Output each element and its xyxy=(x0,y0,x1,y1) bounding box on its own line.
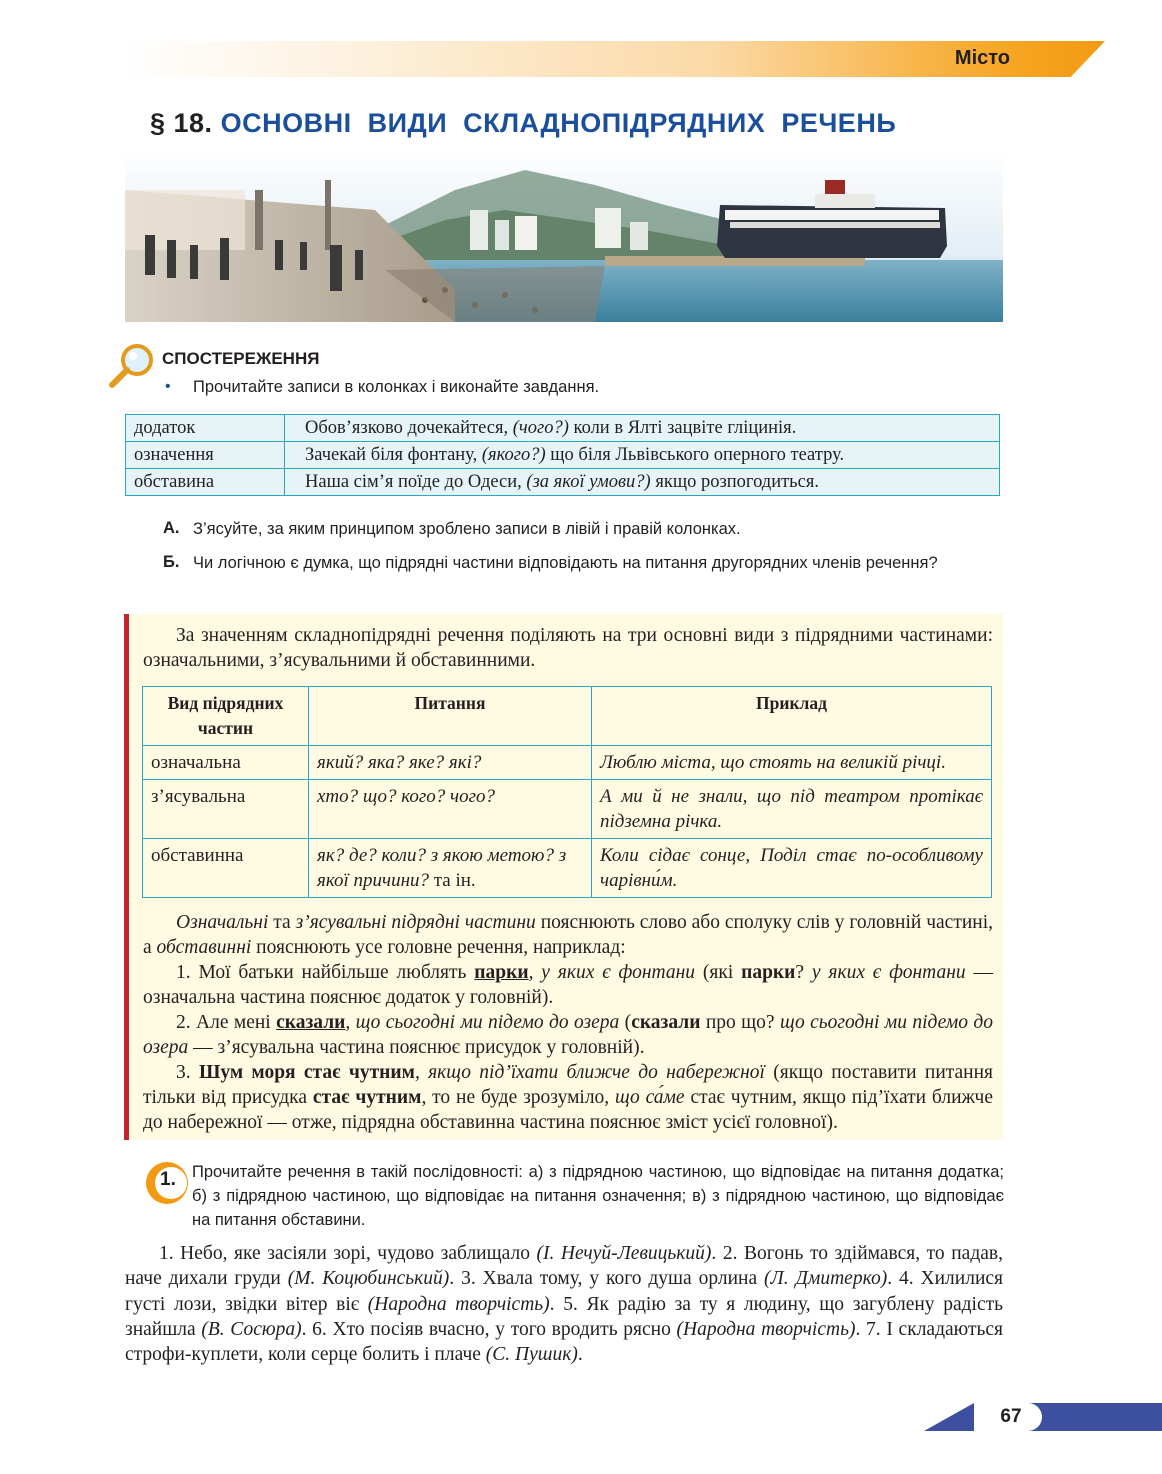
footer-tab-left xyxy=(924,1403,974,1431)
theory-intro: За значенням складнопідрядні речення поділяють на три основні види з підрядними частинами: означальними, з’ясувальними й обставинними. xyxy=(143,625,993,671)
table-header-row xyxy=(143,687,992,746)
chapter-label: Місто xyxy=(954,47,1010,69)
magnifier-icon xyxy=(108,343,156,389)
embankment-photo xyxy=(125,150,1003,322)
question-b-letter: Б. xyxy=(163,553,180,571)
clause-example: А ми й не знали, що під театром протікає підземна річка. xyxy=(592,780,992,839)
clause-questions: хто? що? кого? чого? xyxy=(309,780,592,839)
footer-tab-right xyxy=(1028,1403,1162,1431)
clause-kind: обставинна xyxy=(143,839,309,898)
section-title-text: ОСНОВНІ ВИДИ СКЛАДНОПІДРЯДНИХ РЕЧЕНЬ xyxy=(220,108,897,138)
clause-kind: означальна xyxy=(143,746,309,780)
clause-example: Люблю міста, що стоять на великій річці. xyxy=(592,746,992,780)
page-number: 67 xyxy=(980,1403,1042,1431)
observation-instruction: Прочитайте записи в колонках і виконайте завдання. xyxy=(193,378,600,396)
table-row xyxy=(126,442,1000,469)
theory-example-2: 2. Але мені сказали, що сьогодні ми підемо до озера (сказали про що? що сьогодні ми підемо до озера — з’ясувальна частина пояснює присудок у головній). xyxy=(143,1012,994,1058)
row-label: додаток xyxy=(126,415,285,442)
header-example: Приклад xyxy=(592,687,992,746)
row-label: обставина xyxy=(126,469,285,496)
question-a-text: З’ясуйте, за яким принципом зроблено записи в лівій і правій колонках. xyxy=(193,520,741,538)
exercise-sentences: 1. Небо, яке засіяли зорі, чудово заблищало (І. Нечуй-Левицький). 2. Вогонь то здіймався, то падав, наче дихали груди (М. Коцюбинський). 3. Хвала тому, у кого душа орлина (Л. Дмитерко). 4. Хилилися густі лози, звідки вітер віє (Народна творчість). 5. Як радію за ту я людину, що загублену радість знайшла (В. Сосюра). 6. Хто посіяв вчасно, у того вродить рясно (Народна творчість). 7. І складаються строфи-куплети, коли серце болить і плаче (С. Пушик). xyxy=(125,1243,1004,1366)
table-row xyxy=(143,839,992,898)
table-row xyxy=(126,415,1000,442)
table-row xyxy=(143,780,992,839)
row-label: означення xyxy=(126,442,285,469)
question-b-text: Чи логічною є думка, що підрядні частини відповідають на питання другорядних членів речення? xyxy=(193,554,938,572)
bullet-icon: • xyxy=(165,378,171,395)
clause-example: Коли сідає сонце, Поділ стає по-особливому чарівни́м. xyxy=(592,839,992,898)
theory-example-1: 1. Мої батьки найбільше люблять парки, у яких є фонтани (які парки? у яких є фонтани — означальна частина пояснює додаток у головній). xyxy=(143,962,993,1008)
clause-kind: з’ясувальна xyxy=(143,780,309,839)
exercise-task: Прочитайте речення в такій послідовності: а) з підрядною частиною, що відповідає на питання додатка; б) з підрядною частиною, що відповідає на питання означення; в) з підрядною частиною, що відповідає на питання обставини. xyxy=(192,1163,1004,1229)
row-sentence: Наша сім’я поїде до Одеси, (за якої умови?) якщо розпогодиться. xyxy=(285,469,1000,496)
header-questions: Питання xyxy=(309,687,592,746)
clause-types-table xyxy=(142,686,992,898)
theory-example-3: 3. Шум моря стає чутним, якщо під’їхати ближче до набережної (якщо поставити питання тільки від присудка стає чутним, то не буде зрозуміло, що са́ме стає чутним, якщо під’їхати ближче до набережної — отже, підрядна обставинна частина пояснює зміст усієї головної). xyxy=(143,1062,994,1133)
clause-questions: який? яка? яке? які? xyxy=(309,746,592,780)
theory-explanation: Означальні та з’ясувальні підрядні частини пояснюють слово або сполуку слів у головній частині, а обставинні пояснюють усе головне речення, наприклад: xyxy=(143,912,994,958)
exercise-number: 1. xyxy=(160,1169,176,1190)
section-number: § 18. xyxy=(150,108,213,138)
question-a-letter: А. xyxy=(163,519,180,537)
table-row xyxy=(126,469,1000,496)
clause-questions: як? де? коли? з якою метою? з якої причини? та ін. xyxy=(309,839,592,898)
row-sentence: Зачекай біля фонтану, (якого?) що біля Львівського оперного театру. xyxy=(285,442,1000,469)
row-sentence: Обов’язково дочекайтеся, (чого?) коли в Ялті зацвіте гліцинія. xyxy=(285,415,1000,442)
page-title xyxy=(150,108,896,139)
table-row xyxy=(143,746,992,780)
header-kind: Вид підрядних частин xyxy=(143,687,309,746)
observation-table xyxy=(125,414,1000,496)
observation-heading: СПОСТЕРЕЖЕННЯ xyxy=(162,349,320,368)
